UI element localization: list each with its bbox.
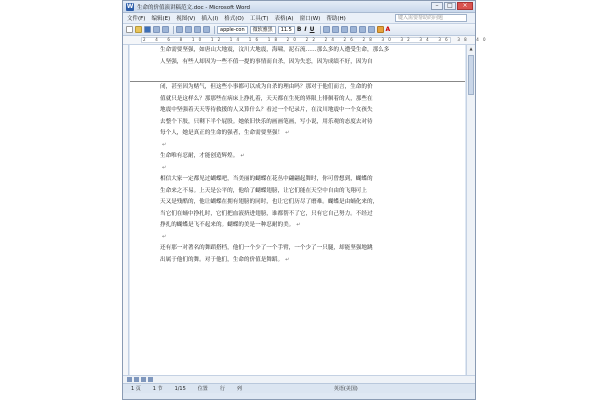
menu-edit[interactable]: 编辑(E) [151, 16, 171, 22]
scroll-up-icon[interactable]: ▲ [469, 46, 473, 51]
window-title: 生命的价值演讲稿范文.doc - Microsoft Word [137, 5, 251, 11]
toolbar-separator [214, 26, 215, 34]
view-buttons [123, 375, 475, 383]
title-bar [123, 1, 475, 13]
open-folder-icon[interactable] [135, 26, 142, 33]
paragraph-line: 挣扎的蝴蝶是飞不起来的。蝴蝶的美是一种忍耐的美。 ↵ [160, 222, 301, 228]
align-right-icon[interactable] [341, 26, 348, 33]
paragraph-line: 天又是残酷的，他让蝴蝶在拥有翅膀的同时，也让它们历尽了磨难。蝴蝶是由蛹化来的， [160, 199, 379, 205]
menu-window[interactable]: 窗口(W) [299, 16, 321, 22]
print-preview-icon[interactable] [162, 26, 169, 33]
paragraph-line: 生命需要坚强，如唐山大地震，汶川大地震，海啸，泥石流……那么多的人遭受生命，那么多 [160, 47, 390, 53]
outline-view-icon[interactable] [148, 377, 153, 382]
empty-paragraph-mark: ↵ [162, 233, 167, 240]
print-icon[interactable] [153, 26, 160, 33]
toolbar-separator [320, 26, 321, 34]
align-center-icon[interactable] [332, 26, 339, 33]
status-section: 1 节 [152, 386, 163, 392]
vertical-scrollbar[interactable] [466, 45, 475, 381]
bold-button[interactable]: B [296, 26, 302, 33]
maximize-icon[interactable]: □ [444, 2, 456, 10]
normal-view-icon[interactable] [127, 377, 132, 382]
justify-icon[interactable] [350, 26, 357, 33]
paragraph-line: 当它们在蛹中挣扎时，它们把血液挤进翅膀，谁都帮不了它，只有它自己努力。不经过 [160, 210, 373, 217]
empty-paragraph-mark: ↵ [162, 164, 167, 171]
font-size-select[interactable]: 11.5 [278, 26, 295, 34]
empty-paragraph-mark: ↵ [162, 141, 167, 148]
numbering-icon[interactable] [359, 26, 366, 33]
paragraph-line: 生命唯有忍耐，才能创造辉煌。 ↵ [160, 153, 245, 159]
italic-button[interactable]: I [304, 26, 307, 33]
menu-file[interactable]: 文件(F) [127, 16, 146, 22]
ruler-numbers: 2 4 6 8 10 12 14 16 18 20 22 24 26 28 30 32 34 36 38 40 [143, 37, 490, 42]
page-break-line [130, 81, 465, 82]
menu-table[interactable]: 表格(A) [274, 16, 294, 22]
highlight-icon[interactable] [377, 26, 384, 33]
paragraph-line: 人坚强，有些人却因为一些不值一提的事情而自杀，因为失恋，因为成绩不好，因为自 [160, 58, 373, 65]
help-search-input[interactable]: 键入需要帮助的问题 [395, 14, 467, 22]
vertical-ruler[interactable] [123, 45, 129, 381]
status-page-of: 1/15 [174, 385, 186, 392]
status-language: 英语(美国) [333, 386, 358, 392]
paragraph-line: 每个人，她是真正的生命的强者，生命需要坚强！ ↵ [160, 130, 290, 136]
window-controls [431, 2, 473, 10]
paragraph-line: 还有那一对著名的舞蹈搭档，他们一个少了一个手臂，一个少了一只腿，却能坚强地跳 [160, 245, 373, 251]
new-document-icon[interactable] [126, 26, 133, 33]
paragraph-line: 去整个下肢，只剩下半个屁股。她依旧快乐的画画笔画，写小说，用乐观的态度去对待 [160, 118, 373, 125]
paragraph-mark: ↵ [285, 256, 290, 263]
font-select[interactable]: 微软雅黑 [250, 26, 276, 34]
paragraph-line: 值就只是这样么？那那些在病床上挣扎着，天天都在生死的界限上徘徊着的人，那些在 [160, 95, 373, 102]
menu-insert[interactable]: 插入(I) [201, 16, 219, 22]
document-page[interactable] [130, 45, 465, 375]
paragraph-line: 生命来之不易。上天是公平的，他给了蝴蝶翅膀，让它们能在天空中自由的飞翔可上 [160, 187, 367, 194]
scroll-thumb[interactable] [468, 55, 474, 95]
close-icon[interactable]: × [457, 2, 473, 10]
cut-icon[interactable] [176, 26, 183, 33]
save-icon[interactable] [144, 26, 151, 33]
page-gap [160, 68, 425, 82]
status-page: 1 页 [131, 386, 141, 392]
toolbar-separator [173, 26, 174, 34]
menu-view[interactable]: 视图(V) [176, 16, 196, 22]
status-line: 行 [219, 386, 225, 392]
style-select[interactable]: apple-con [217, 26, 248, 34]
minimize-icon[interactable]: – [431, 2, 443, 10]
menu-tools[interactable]: 工具(T) [249, 16, 269, 22]
paragraph-mark: ↵ [296, 222, 301, 228]
paragraph-line: 闭，甚至因为赌气，但这些小事都可以成为自杀的理由吗？那对于他们而言，生命的价 [160, 84, 373, 90]
menu-format[interactable]: 格式(O) [224, 16, 244, 22]
bullets-icon[interactable] [368, 26, 375, 33]
horizontal-ruler[interactable] [123, 36, 490, 45]
word-window [122, 0, 490, 400]
word-app-icon: W [126, 3, 134, 10]
toolbar [123, 24, 475, 36]
paragraph-mark: ↵ [240, 153, 245, 159]
paragraph-mark: ↵ [285, 130, 290, 136]
document-body[interactable] [160, 45, 425, 266]
print-layout-icon[interactable] [141, 377, 146, 382]
font-color-button[interactable]: A [385, 26, 391, 33]
status-column: 列 [236, 386, 242, 392]
undo-icon[interactable] [203, 26, 210, 33]
status-position: 位置 [197, 386, 208, 392]
status-bar [123, 383, 475, 393]
paste-icon[interactable] [194, 26, 201, 33]
underline-button[interactable]: U [309, 26, 315, 33]
copy-icon[interactable] [185, 26, 192, 33]
menu-bar [123, 13, 475, 24]
paragraph-line: 出属于他们的舞。对于他们，生命的价值是舞蹈。 ↵ [160, 256, 290, 263]
web-view-icon[interactable] [134, 377, 139, 382]
paragraph-line: 相信大家一定都见过蝴蝶吧，当美丽的蝴蝶在花丛中翩翩起舞时，你可曾想到，蝴蝶的 [160, 176, 373, 182]
align-left-icon[interactable] [323, 26, 330, 33]
paragraph-line: 地震中坚强着天天等待救援的人又算什么？看过一个纪录片，在汶川地震中一个女孩失 [160, 107, 373, 113]
menu-help[interactable]: 帮助(H) [326, 16, 346, 22]
